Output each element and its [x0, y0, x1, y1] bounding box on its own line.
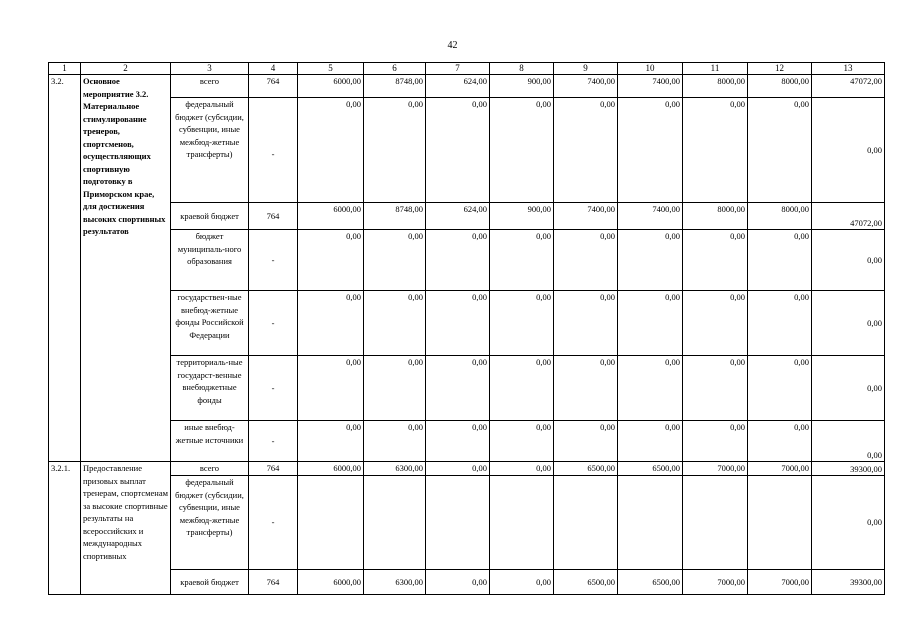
column-number: 6 — [364, 63, 426, 75]
column-number: 8 — [490, 63, 554, 75]
year-value: 0,00 — [490, 462, 554, 476]
total-value: 0,00 — [812, 98, 885, 203]
total-value: 0,00 — [812, 291, 885, 356]
grbs-code: 764 — [249, 570, 298, 595]
year-value: 0,00 — [748, 230, 812, 291]
grbs-code: - — [249, 421, 298, 462]
year-value: 6000,00 — [298, 75, 364, 98]
column-number: 4 — [249, 63, 298, 75]
measure-code: 3.2. — [49, 75, 81, 462]
year-value: 0,00 — [490, 570, 554, 595]
year-value: 8748,00 — [364, 203, 426, 230]
year-value: 0,00 — [554, 291, 618, 356]
year-value: 0,00 — [554, 356, 618, 421]
year-value: 0,00 — [426, 291, 490, 356]
table-row — [49, 356, 885, 421]
total-value: 47072,00 — [812, 203, 885, 230]
year-value: 0,00 — [426, 356, 490, 421]
grbs-code: - — [249, 291, 298, 356]
year-value: 7000,00 — [748, 462, 812, 476]
column-number: 3 — [171, 63, 249, 75]
year-value: 0,00 — [683, 291, 748, 356]
grbs-code: - — [249, 356, 298, 421]
year-value: 0,00 — [298, 356, 364, 421]
year-value: 0,00 — [426, 570, 490, 595]
year-value: 6300,00 — [364, 462, 426, 476]
year-value — [618, 476, 683, 570]
year-value: 6500,00 — [618, 570, 683, 595]
year-value: 0,00 — [748, 98, 812, 203]
year-value: 8000,00 — [683, 75, 748, 98]
column-number: 7 — [426, 63, 490, 75]
year-value: 8000,00 — [748, 203, 812, 230]
year-value: 900,00 — [490, 203, 554, 230]
year-value: 0,00 — [683, 230, 748, 291]
year-value: 8748,00 — [364, 75, 426, 98]
grbs-code: - — [249, 230, 298, 291]
year-value: 6500,00 — [554, 570, 618, 595]
year-value: 7000,00 — [683, 570, 748, 595]
year-value: 0,00 — [618, 421, 683, 462]
year-value: 0,00 — [298, 421, 364, 462]
funding-source: краевой бюджет — [171, 203, 249, 230]
year-value: 624,00 — [426, 75, 490, 98]
table-row — [49, 98, 885, 203]
year-value: 0,00 — [683, 356, 748, 421]
table-row — [49, 476, 885, 570]
table-row — [49, 421, 885, 462]
year-value — [298, 476, 364, 570]
year-value: 0,00 — [426, 98, 490, 203]
year-value: 0,00 — [490, 230, 554, 291]
funding-source: федеральный бюджет (субсидии, субвенции, иные межбюд-жетные трансферты) — [171, 476, 249, 570]
year-value: 6300,00 — [364, 570, 426, 595]
budget-table — [48, 62, 885, 595]
year-value: 0,00 — [298, 291, 364, 356]
year-value: 0,00 — [490, 421, 554, 462]
year-value: 6500,00 — [554, 462, 618, 476]
year-value: 0,00 — [554, 421, 618, 462]
year-value: 0,00 — [298, 98, 364, 203]
year-value — [554, 476, 618, 570]
year-value: 0,00 — [618, 98, 683, 203]
funding-source: краевой бюджет — [171, 570, 249, 595]
column-number: 5 — [298, 63, 364, 75]
year-value: 0,00 — [364, 421, 426, 462]
table-row — [49, 230, 885, 291]
grbs-code: 764 — [249, 75, 298, 98]
column-number: 2 — [81, 63, 171, 75]
year-value: 0,00 — [490, 98, 554, 203]
table-row — [49, 75, 885, 98]
year-value: 0,00 — [364, 356, 426, 421]
year-value: 0,00 — [364, 230, 426, 291]
year-value: 8000,00 — [748, 75, 812, 98]
year-value — [683, 476, 748, 570]
year-value: 7400,00 — [618, 75, 683, 98]
funding-source: федеральный бюджет (субсидии, субвенции, иные межбюд-жетные трансферты) — [171, 98, 249, 203]
year-value: 7000,00 — [683, 462, 748, 476]
year-value: 0,00 — [426, 462, 490, 476]
year-value: 7400,00 — [554, 75, 618, 98]
funding-source: бюджет муниципаль-ного образования — [171, 230, 249, 291]
grbs-code: - — [249, 98, 298, 203]
year-value: 7400,00 — [554, 203, 618, 230]
table-row — [49, 462, 885, 476]
year-value: 7400,00 — [618, 203, 683, 230]
year-value: 0,00 — [748, 356, 812, 421]
total-value: 47072,00 — [812, 75, 885, 98]
year-value: 0,00 — [618, 356, 683, 421]
year-value: 624,00 — [426, 203, 490, 230]
year-value: 8000,00 — [683, 203, 748, 230]
year-value: 0,00 — [748, 421, 812, 462]
column-number: 13 — [812, 63, 885, 75]
year-value — [490, 476, 554, 570]
funding-source: территориаль-ные государст-венные внебюджетные фонды — [171, 356, 249, 421]
measure-code: 3.2.1. — [49, 462, 81, 595]
year-value: 6000,00 — [298, 203, 364, 230]
column-number: 9 — [554, 63, 618, 75]
grbs-code: - — [249, 476, 298, 570]
grbs-code: 764 — [249, 203, 298, 230]
year-value: 0,00 — [554, 98, 618, 203]
total-value: 39300,00 — [812, 462, 885, 476]
year-value: 0,00 — [618, 230, 683, 291]
funding-source: государствен-ные внебюд-жетные фонды Российской Федерации — [171, 291, 249, 356]
column-number: 11 — [683, 63, 748, 75]
year-value: 0,00 — [683, 421, 748, 462]
total-value: 0,00 — [812, 356, 885, 421]
column-number: 1 — [49, 63, 81, 75]
funding-source: всего — [171, 75, 249, 98]
table-row — [49, 203, 885, 230]
measure-name: Предоставление призовых выплат тренерам, спортсменам за высокие спортивные результаты на всероссийских и международных спортивных — [81, 462, 171, 595]
year-value: 6000,00 — [298, 462, 364, 476]
year-value: 0,00 — [748, 291, 812, 356]
total-value: 39300,00 — [812, 570, 885, 595]
year-value: 7000,00 — [748, 570, 812, 595]
table-row — [49, 291, 885, 356]
funding-source: всего — [171, 462, 249, 476]
year-value: 0,00 — [490, 356, 554, 421]
year-value: 0,00 — [426, 230, 490, 291]
year-value: 0,00 — [683, 98, 748, 203]
year-value: 0,00 — [364, 291, 426, 356]
year-value: 0,00 — [364, 98, 426, 203]
funding-source: иные внебюд-жетные источники — [171, 421, 249, 462]
year-value: 0,00 — [426, 421, 490, 462]
year-value — [364, 476, 426, 570]
year-value: 900,00 — [490, 75, 554, 98]
column-number: 10 — [618, 63, 683, 75]
year-value: 0,00 — [554, 230, 618, 291]
year-value: 6000,00 — [298, 570, 364, 595]
column-number: 12 — [748, 63, 812, 75]
year-value: 0,00 — [618, 291, 683, 356]
year-value: 0,00 — [298, 230, 364, 291]
year-value — [748, 476, 812, 570]
grbs-code: 764 — [249, 462, 298, 476]
total-value: 0,00 — [812, 230, 885, 291]
total-value: 0,00 — [812, 421, 885, 462]
year-value — [426, 476, 490, 570]
year-value: 6500,00 — [618, 462, 683, 476]
measure-name: Основное мероприятие 3.2. Материальное стимулирование тренеров, спортсменов, осуществляющих спортивную подготовку в Приморском крае, для достижения высоких спортивных результатов — [81, 75, 171, 462]
column-number-row — [49, 63, 885, 75]
table-row — [49, 570, 885, 595]
year-value: 0,00 — [490, 291, 554, 356]
page-number: 42 — [447, 40, 458, 51]
total-value: 0,00 — [812, 476, 885, 570]
